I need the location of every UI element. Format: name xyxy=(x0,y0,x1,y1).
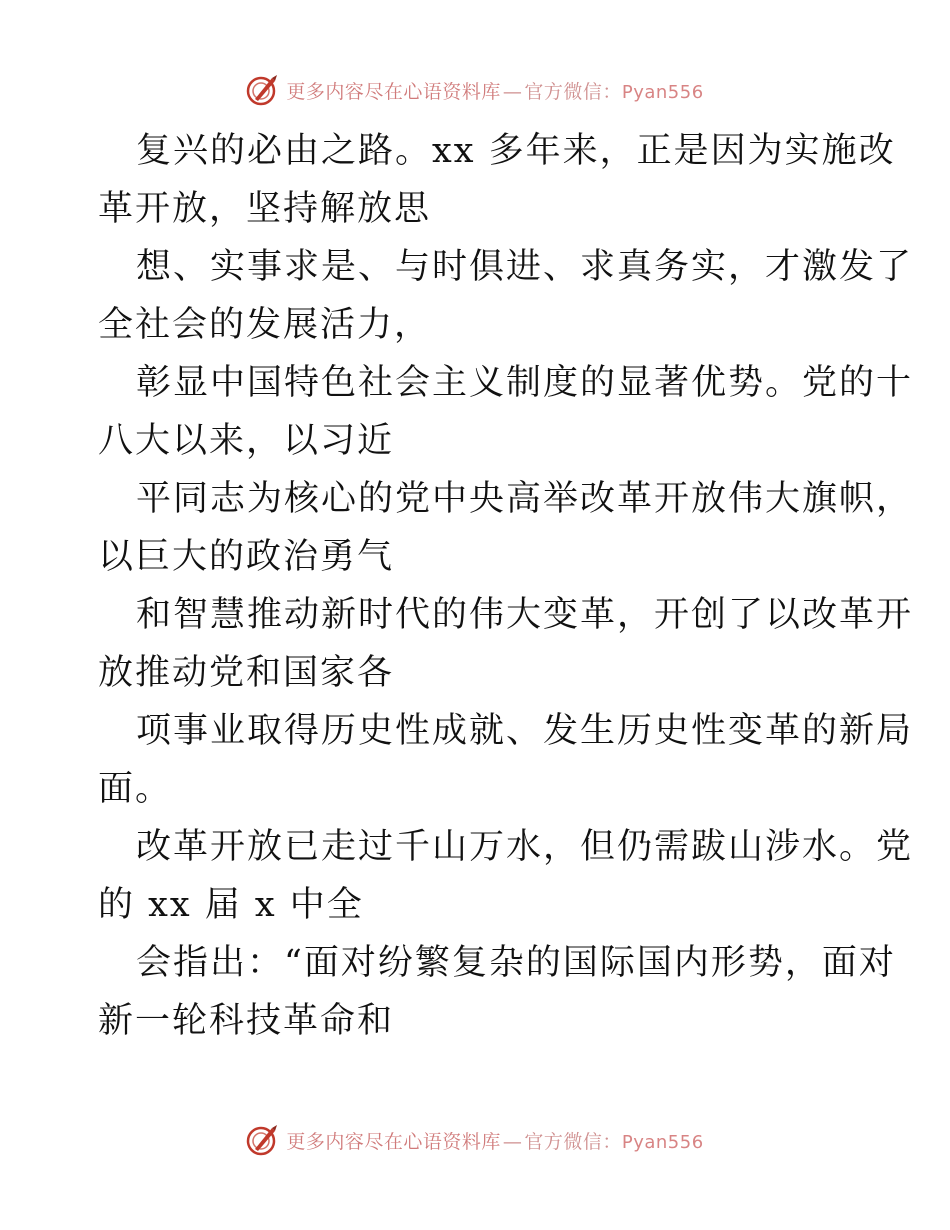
paragraph-7 xyxy=(98,818,914,934)
text-line: 和智慧推动新时代的伟大变革，开创了以改革开 xyxy=(136,595,914,635)
footer-watermark xyxy=(0,1120,950,1160)
text-line: 改革开放已走过千山万水，但仍需跋山涉水。党 xyxy=(136,827,914,867)
paragraph-5 xyxy=(98,586,914,702)
text-line: 新一轮科技革命和 xyxy=(98,1001,395,1041)
text-line: 彰显中国特色社会主义制度的显著优势。党的十 xyxy=(136,363,914,403)
text-line: 复兴的必由之路。xx 多年来，正是因为实施改 xyxy=(136,131,896,171)
watermark-brand: 更多内容尽在心语资料库 xyxy=(286,1130,501,1153)
document-body xyxy=(98,122,914,1050)
watermark-separator: — xyxy=(502,80,523,103)
watermark-text xyxy=(286,77,703,104)
watermark-wechat-label: 官方微信： xyxy=(524,1130,622,1153)
text-line: 革开放，坚持解放思 xyxy=(98,189,432,229)
quill-logo-icon xyxy=(246,73,280,107)
watermark-text xyxy=(286,1127,703,1154)
paragraph-3 xyxy=(98,354,914,470)
watermark-separator: — xyxy=(502,1130,523,1153)
watermark-wechat-id: Pyan556 xyxy=(621,1131,704,1153)
text-line: 以巨大的政治勇气 xyxy=(98,537,395,577)
quill-logo-icon xyxy=(246,1123,280,1157)
text-line: 放推动党和国家各 xyxy=(98,653,395,693)
text-line: 八大以来，以习近 xyxy=(98,421,395,461)
text-line: 会指出：“面对纷繁复杂的国际国内形势，面对 xyxy=(136,943,896,983)
paragraph-6 xyxy=(98,702,914,818)
watermark-brand: 更多内容尽在心语资料库 xyxy=(286,80,501,103)
text-line: 全社会的发展活力， xyxy=(98,305,432,345)
watermark-wechat-id: Pyan556 xyxy=(621,81,704,103)
text-line: 的 xx 届 x 中全 xyxy=(98,885,364,925)
paragraph-2 xyxy=(98,238,914,354)
text-line: 项事业取得历史性成就、发生历史性变革的新局 xyxy=(136,711,914,751)
watermark-wechat-label: 官方微信： xyxy=(524,80,622,103)
paragraph-1 xyxy=(98,122,896,238)
paragraph-4 xyxy=(98,470,914,586)
text-line: 想、实事求是、与时俱进、求真务实，才激发了 xyxy=(136,247,914,287)
paragraph-8 xyxy=(98,934,896,1050)
text-line: 面。 xyxy=(98,769,173,809)
text-line: 平同志为核心的党中央高举改革开放伟大旗帜， xyxy=(136,479,914,519)
header-watermark xyxy=(0,70,950,110)
